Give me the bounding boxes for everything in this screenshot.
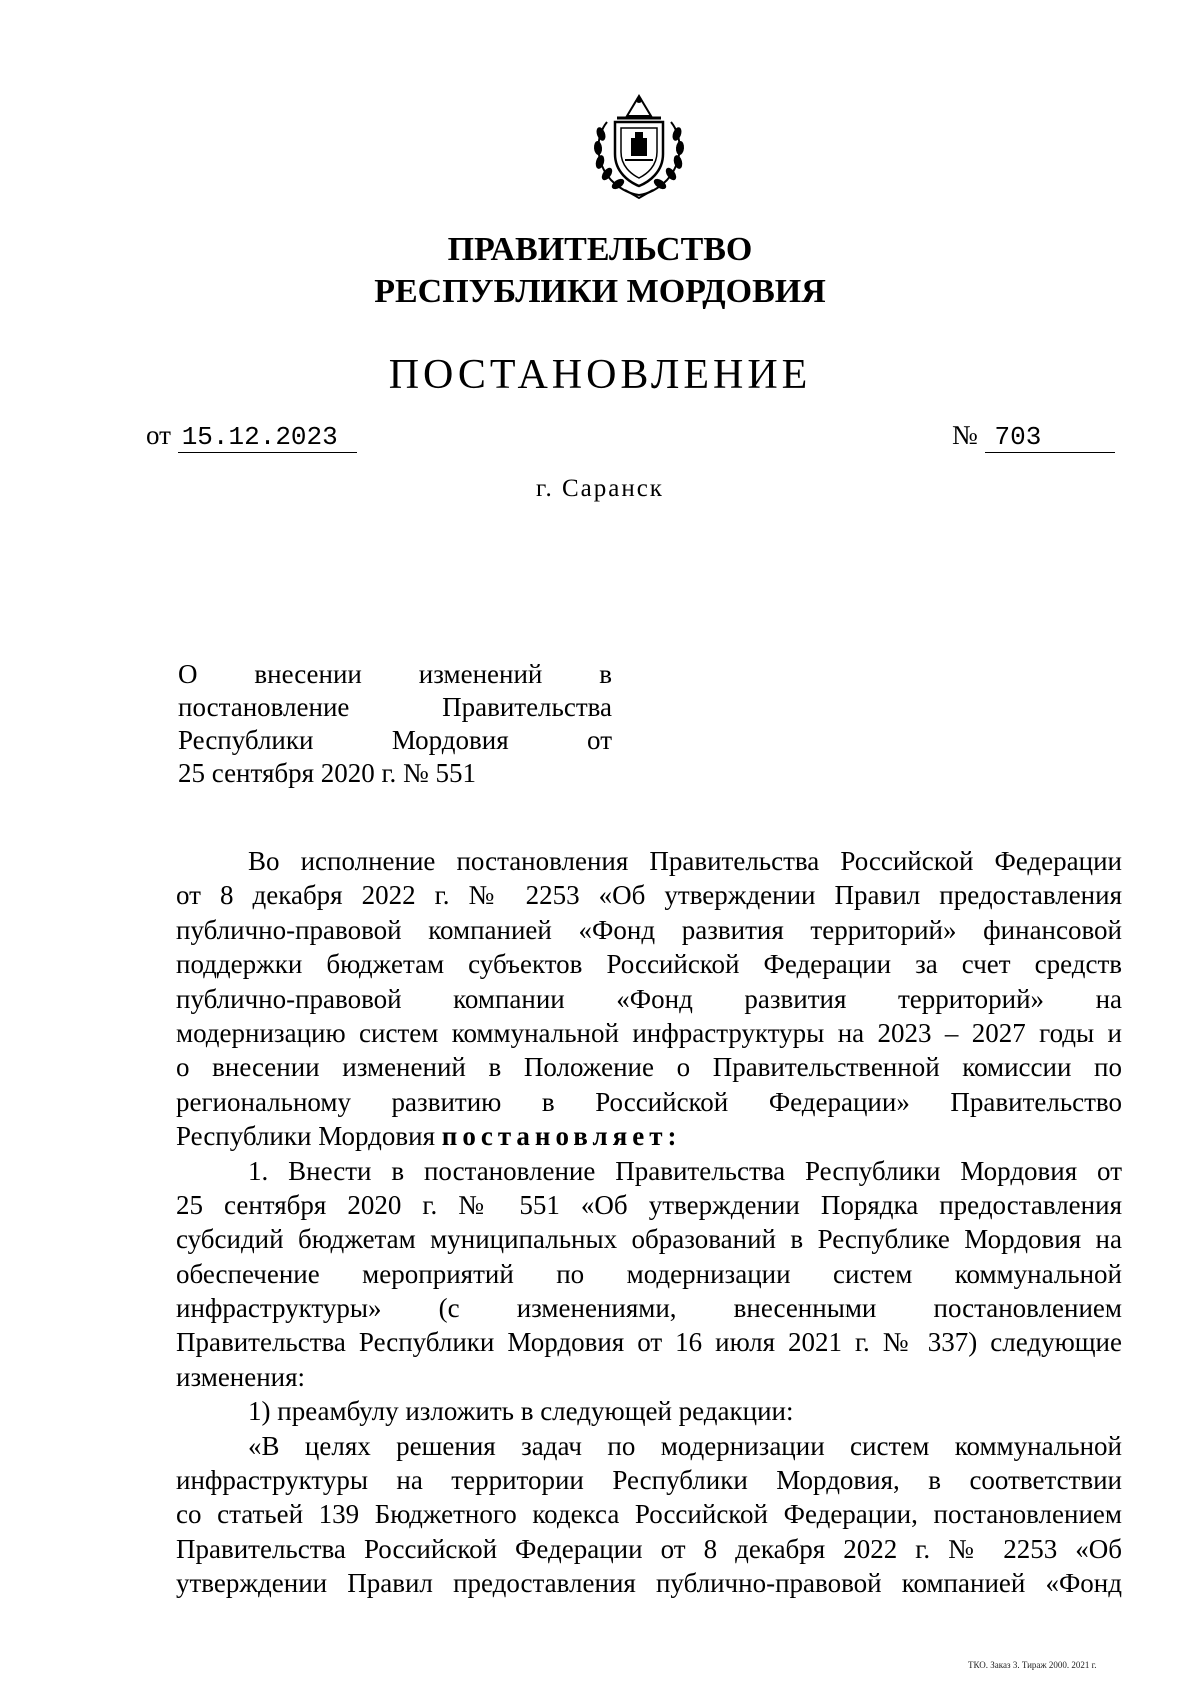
body-line: 25 сентября 2020 г. № 551 «Об утверждении Порядка предоставления (176, 1189, 1122, 1220)
body-line: изменения: (176, 1361, 306, 1392)
number-field (952, 420, 1115, 453)
body-line: Правительства Российской Федерации от 8 декабря 2022 г. № 2253 «Об (176, 1533, 1122, 1564)
subject-line: Республики Мордовия от (178, 725, 612, 755)
subject-line: постановление Правительства (178, 692, 612, 722)
body-line: инфраструктуры на территории Республики Мордовия, в соответствии (176, 1465, 1122, 1496)
subject-line: О внесении изменений в (178, 659, 612, 689)
body-line: от 8 декабря 2022 г. № 2253 «Об утверждении Правил предоставления (176, 880, 1122, 911)
body-line: модернизацию систем коммунальной инфраструктуры на 2023 – 2027 годы и (176, 1017, 1122, 1048)
coat-of-arms-icon (587, 92, 691, 200)
body-line: субсидий бюджетам муниципальных образований в Республике Мордовия на (176, 1224, 1122, 1255)
body-line: поддержки бюджетам субъектов Российской Федерации за счет средств (176, 949, 1122, 980)
number-value: 703 (985, 422, 1115, 453)
date-prefix: от (146, 420, 171, 450)
org-name-line2: РЕСПУБЛИКИ МОРДОВИЯ (374, 273, 826, 310)
print-info: ТКО. Заказ 3. Тираж 2000. 2021 г. (968, 1660, 1097, 1670)
date-value: 15.12.2023 (178, 422, 357, 453)
number-prefix: № (952, 420, 978, 450)
city-name: г. Саранск (536, 475, 664, 502)
document-type-title: ПОСТАНОВЛЕНИЕ (388, 352, 812, 398)
decree-word: постановляет: (441, 1121, 682, 1152)
body-line: публично-правовой компанией «Фонд развития территорий» финансовой (176, 914, 1122, 945)
body-line: 1) преамбулу изложить в следующей редакции: (248, 1396, 794, 1427)
subject-line: 25 сентября 2020 г. № 551 (178, 758, 477, 788)
body-line-text: Республики Мордовия (176, 1121, 436, 1152)
date-field (146, 420, 357, 453)
body-line: со статьей 139 Бюджетного кодекса Российской Федерации, постановлением (176, 1499, 1122, 1530)
body-line: обеспечение мероприятий по модернизации систем коммунальной (176, 1258, 1122, 1289)
document-subject (178, 658, 612, 790)
body-line: «В целях решения задач по модернизации систем коммунальной (248, 1430, 1122, 1461)
body-line: Правительства Республики Мордовия от 16 июля 2021 г. № 337) следующие (176, 1327, 1122, 1358)
org-name-line1: ПРАВИТЕЛЬСТВО (447, 231, 753, 268)
body-line: инфраструктуры» (с изменениями, внесенными постановлением (176, 1293, 1122, 1324)
body-line: Во исполнение постановления Правительства Российской Федерации (248, 846, 1122, 876)
body-line: о внесении изменений в Положение о Правительственной комиссии по (176, 1052, 1122, 1083)
body-line: утверждении Правил предоставления публично-правовой компанией «Фонд (176, 1568, 1122, 1599)
body-line (176, 1119, 1122, 1153)
body-line: региональному развитию в Российской Федерации» Правительство (176, 1086, 1122, 1117)
body-line: публично-правовой компании «Фонд развития территорий» на (176, 983, 1122, 1014)
document-body (176, 844, 1122, 1601)
body-line: 1. Внести в постановление Правительства Республики Мордовия от (248, 1155, 1122, 1186)
